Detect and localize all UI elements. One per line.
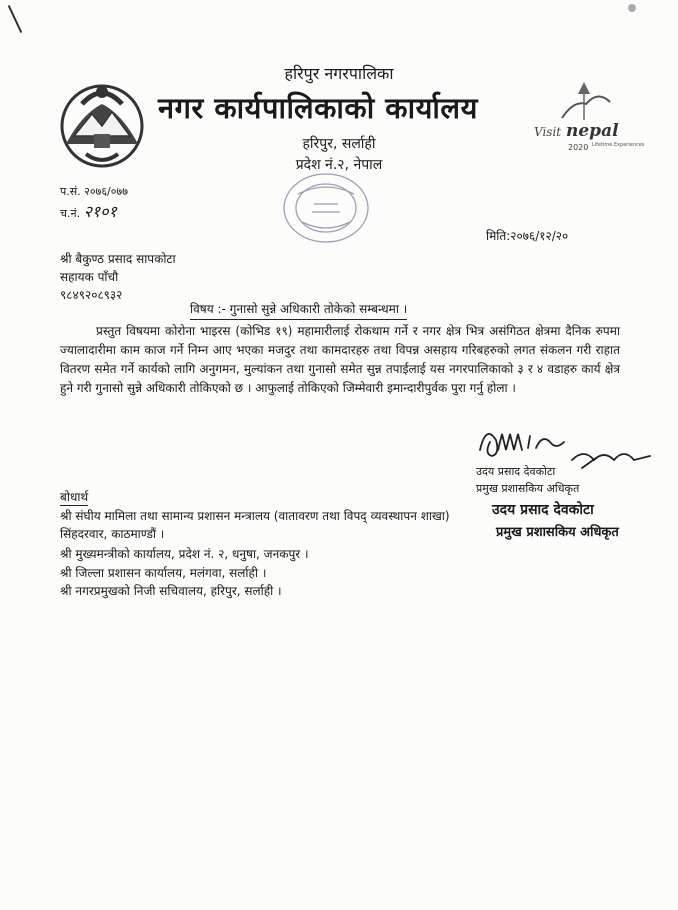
letter-subject: विषय :- गुनासो सुन्ने अधिकारी तोकेको सम्बन्धमा । [190, 300, 407, 320]
nepal-text: nepal [566, 121, 619, 141]
recipient-name: श्री बैकुण्ठ प्रसाद सापकोटा [60, 252, 176, 266]
municipality-name: हरिपुर नगरपालिका [284, 64, 394, 83]
chalani-row [60, 200, 117, 222]
cc-item: श्री मुख्यमन्त्रीको कार्यालय, प्रदेश नं. २, धनुषा, जनकपुर । [60, 547, 309, 561]
recipient-designation: सहायक पाँचौ [60, 270, 119, 284]
cc-item: श्री जिल्ला प्रशासन कार्यालय, मलंगवा, सर्लाही । [60, 566, 267, 580]
chalani-number: २१०१ [83, 202, 117, 221]
cc-item: सिंहदरवार, काठमाण्डौं । [60, 527, 165, 541]
visit-nepal-logo [528, 74, 645, 164]
scan-mark [8, 5, 22, 33]
office-province: प्रदेश नं.२, नेपाल [295, 157, 383, 173]
signatory-title: प्रमुख प्रशासकिय अधिकृत [476, 482, 580, 495]
letter-date: मिति:२०७६/१२/२० [486, 229, 569, 243]
cc-item: श्री संघीय मामिला तथा सामान्य प्रशासन मन्त्रालय (वातावरण तथा विपद् व्यवस्थापन शाखा) [60, 509, 450, 523]
visit-text: Visit [534, 125, 562, 139]
tagline-text: Lifetime Experiences [592, 142, 645, 148]
chalani-label: च.नं. [60, 207, 81, 220]
title-stamp: प्रमुख प्रशासकिय अधिकृत [496, 525, 619, 540]
recipient-phone: ९८४९२०८९३२ [60, 288, 123, 302]
cc-item: श्री नगरप्रमुखको निजी सचिवालय, हरिपुर, सर्लाही । [60, 584, 282, 598]
patra-sankhya: प.सं. २०७६/०७७ [60, 185, 128, 198]
cc-heading: बोधार्थ [60, 490, 89, 504]
signatory-name: उदय प्रसाद देवकोटा [476, 465, 556, 478]
scan-dot [628, 4, 636, 12]
office-location: हरिपुर, सर्लाही [302, 136, 376, 152]
office-stamp [276, 168, 376, 250]
year-text: 2020 [568, 143, 589, 152]
office-title: नगर कार्यपालिकाको कार्यालय [158, 91, 478, 125]
letter-body: प्रस्तुत विषयमा कोरोना भाइरस (कोभिड १९) महामारीलाई रोकथाम गर्ने र नगर क्षेत्र भित्र असंगिठत क्षेत्रमा दैनिक रुपमा ज्यालादारीमा काम काज गर्ने निम्न आए भएका मजदुर तथा कामदारहरु तथा विपन्न असहाय गरिबहरुको लगत संकलन गरी राहात वितरण समेत गर्ने कार्यको लागि अनुगमन, मुल्यांकन तथा गुनासो समेत सुन्न तपाईलाई यस नगरपालिकाको ३ र ४ वडाहरु कार्य क्षेत्र हुने गरी गुनासो सुन्ने अधिकारी तोकिएको छ । आफुलाई तोकिएको जिम्मेवारी इमान्दारीपुर्वक पुरा गर्नु होला । [60, 324, 620, 395]
name-stamp: उदय प्रसाद देवकोटा [492, 502, 594, 518]
